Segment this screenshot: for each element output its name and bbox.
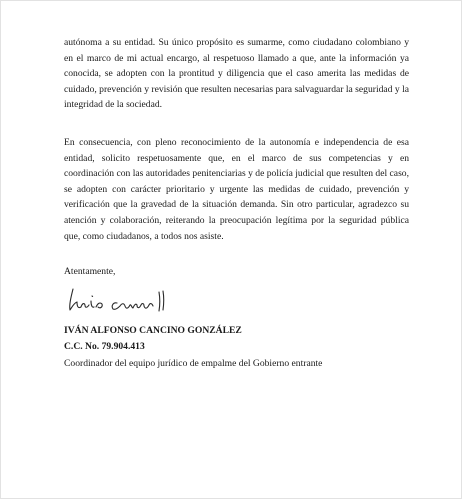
signer-id-number: C.C. No. 79.904.413 xyxy=(64,341,145,352)
handwritten-signature xyxy=(65,283,185,317)
letter-paragraph-2: En consecuencia, con pleno reconocimiento de la autonomía e independencia de esa entidad, solicito respetuosamente que, en el marco de sus competencias y en coordinación con las autoridades penitenciarias y de policía judicial que resulten del caso, se adopten con carácter prioritario y urgente las medidas de cuidado, prevención y verificación que la gravedad de la situación demanda. Sin otro particular, agradezco su atención y colaboración, reiterando la preocupación legítima por la seguridad pública que, como ciudadanos, a todos nos asiste. xyxy=(64,137,409,242)
closing-salutation: Atentamente, xyxy=(64,266,116,277)
letter-paragraph-1: autónoma a su entidad. Su único propósito es sumarme, como ciudadano colombiano y en el marco de mi actual encargo, al respetuoso llamado a que, ante la información ya conocida, se adopten con la prontitud y diligencia que el caso amerita las medidas de cuidado, prevención y revisión que resulten necesarias para salvaguardar la seguridad y la integridad de la sociedad. xyxy=(64,37,409,111)
signer-role: Coordinador del equipo jurídico de empalme del Gobierno entrante xyxy=(64,358,323,369)
signer-name: IVÁN ALFONSO CANCINO GONZÁLEZ xyxy=(64,325,242,336)
